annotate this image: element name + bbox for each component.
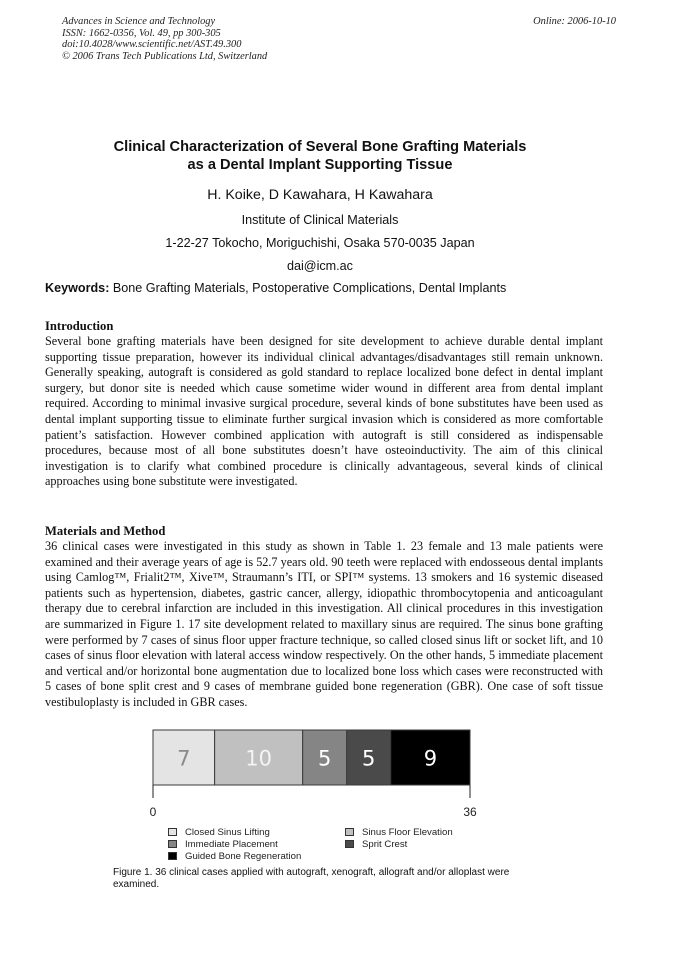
figure-caption: Figure 1. 36 clinical cases applied with autograft, xenograft, allograft and/or alloplast were examined.: [113, 867, 510, 891]
legend-swatch: [168, 852, 177, 860]
online-date: Online: 2006-10-10: [533, 16, 616, 27]
affiliation-address: 1-22-27 Tokocho, Moriguchishi, Osaka 570-0035 Japan: [165, 236, 475, 250]
legend-item: [345, 838, 453, 850]
legend-item: [345, 826, 453, 838]
legend-swatch: [168, 840, 177, 848]
introduction-text: Several bone grafting materials have been designed for site development to achieve durable dental implant supporting tissue preparation, however its individual clinical advantages/disadvantages still remain unknown. Generally speaking, autograft is considered as gold standard to replace localized bone defect in dental implant surgery, but donor site is needed which cause sometime wider wound in different area from dental implant required. According to minimal invasive surgical procedure, several kinds of bone substitutes have been used as dental implant supporting tissue to eliminate further surgical invasion which is considered as more comfortable patient’s satisfaction. However combined application with autograft is still considered as indispensable procedures, because most of all bone substitutes doesn’t have osteoinductivity. The aim of this clinical investigation is to clarify what combined procedure is clinically advantageous, several kinds of clinical approaches using bone substitute were investigated.: [45, 334, 603, 489]
bar-value-label-2: 10: [245, 746, 273, 771]
journal-copyright: © 2006 Trans Tech Publications Ltd, Switzerland: [62, 50, 268, 62]
journal-name: Advances in Science and Technology: [62, 16, 216, 27]
legend-swatch: [345, 840, 354, 848]
legend-label: Sprit Crest: [362, 838, 408, 850]
tick-label-0: 0: [149, 805, 157, 819]
legend-column-left: [168, 826, 301, 862]
tick-label-36: 36: [463, 805, 477, 819]
legend-item: [168, 838, 301, 850]
keywords: [45, 281, 506, 295]
methods-text: 36 clinical cases were investigated in this study as shown in Table 1. 23 female and 13 male patients were examined and their average years of age is 52.7 years old. 90 teeth were replaced with endosseous dental implants using Camlog™, Frialit2™, Xive™, Straumann’s ITI, or SPI™ systems. 13 smokers and 16 systemic diseased patients such as hypertension, diabetes, gastric cancer, allergy, idiopathic thrombocytopenia and anticoagulant therapy due to cerebral infarction are included in this investigation. All clinical procedures in this investigation are summarized in Figure 1. 17 site development related to maxillary sinus are required. The sinus bone grafting were performed by 7 cases of sinus floor upper fracture technique, so called closed sinus lift or socket lift, and 10 cases of sinus floor elevation with lateral access window respectively. On the other hands, 5 immediate placement and vertical and/or horizontal bone augmentation due to localized bone loss which cases were reconstructed with 5 cases of bone split crest and 9 cases of membrane guided bone regeneration (GBR). One case of soft tissue vestibuloplasty is included in GBR cases.: [45, 539, 603, 709]
legend-column-right: [345, 826, 453, 850]
paper-title-line1: Clinical Characterization of Several Bone Grafting Materials: [113, 139, 527, 155]
bar-value-label-5: 9: [423, 746, 438, 771]
paper-title: [0, 138, 640, 174]
bar-value-label-3: 5: [318, 746, 332, 771]
legend-label: Guided Bone Regeneration: [185, 850, 302, 862]
methods-heading: Materials and Method: [45, 524, 166, 538]
introduction-heading: Introduction: [45, 319, 114, 333]
figure-1-chart: [120, 725, 520, 820]
legend-item: [168, 826, 301, 838]
authors: H. Koike, D Kawahara, H Kawahara: [207, 187, 433, 203]
bar-value-label-1: 7: [177, 746, 191, 771]
paper-title-line2: as a Dental Implant Supporting Tissue: [187, 157, 453, 173]
bar-value-label-4: 5: [362, 746, 376, 771]
legend-label: Immediate Placement: [185, 838, 278, 850]
keywords-label: Keywords:: [45, 281, 110, 295]
journal-doi: doi:10.4028/www.scientific.net/AST.49.300: [62, 39, 242, 51]
affiliation-email: dai@icm.ac: [287, 259, 353, 273]
legend-label: Closed Sinus Lifting: [185, 826, 270, 838]
journal-issn: ISSN: 1662-0356, Vol. 49, pp 300-305: [62, 27, 221, 39]
affiliation-institute: Institute of Clinical Materials: [241, 213, 399, 227]
keywords-text: Bone Grafting Materials, Postoperative Complications, Dental Implants: [112, 281, 507, 295]
legend-swatch: [345, 828, 354, 836]
legend-item: [168, 850, 301, 862]
legend-swatch: [168, 828, 177, 836]
legend-label: Sinus Floor Elevation: [362, 826, 453, 838]
journal-header: [62, 16, 267, 62]
